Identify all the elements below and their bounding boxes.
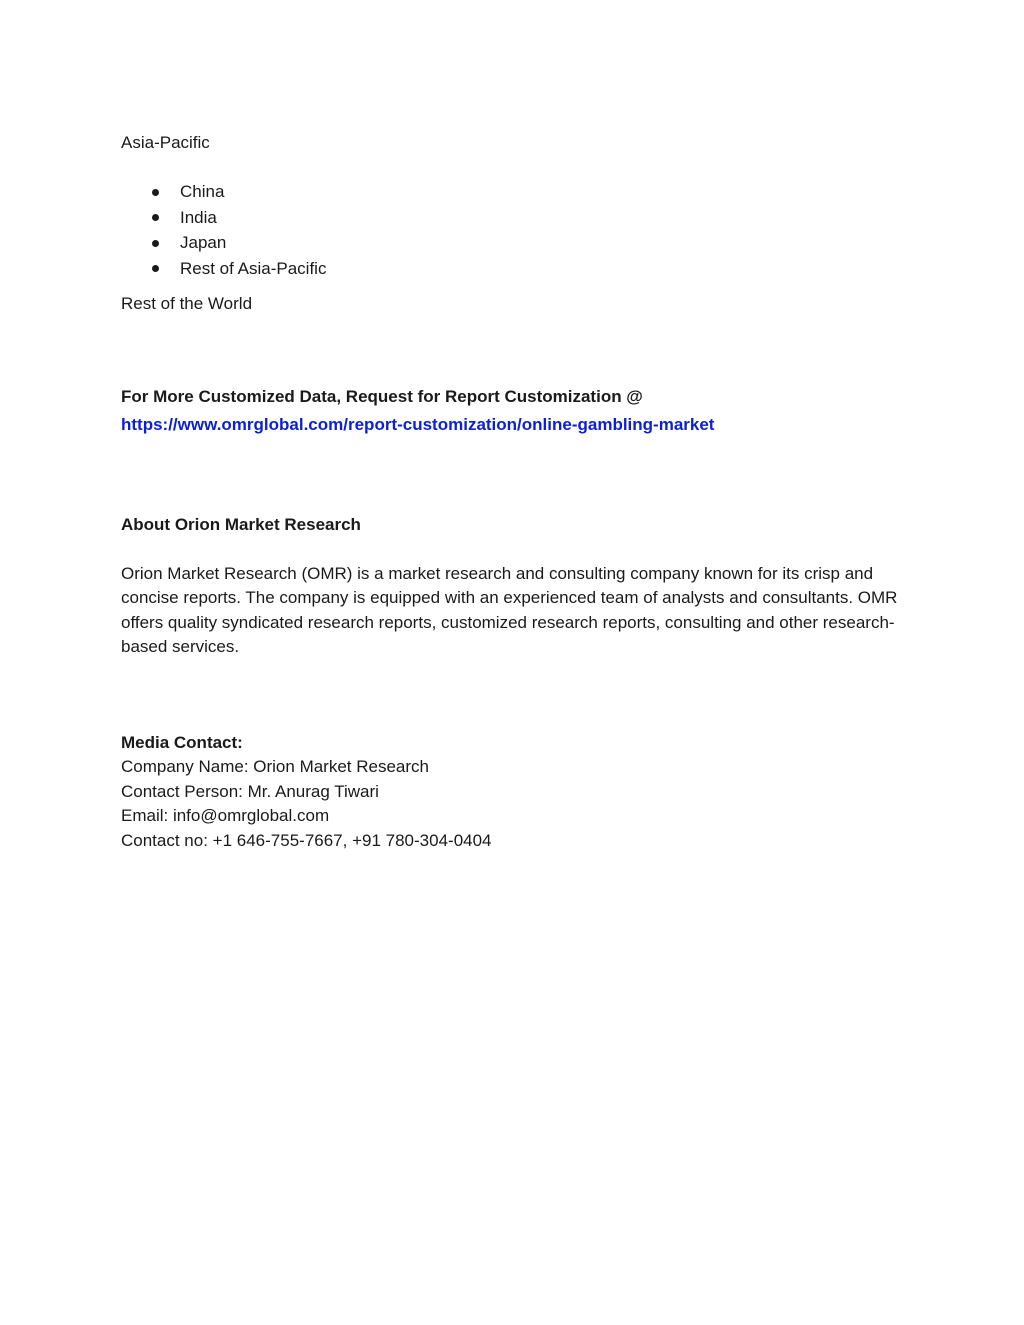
media-contact-heading: Media Contact: (121, 733, 243, 752)
list-item-label: China (180, 182, 225, 201)
bullet-icon (152, 189, 159, 196)
bullet-icon (152, 240, 159, 247)
asia-pacific-heading: Asia-Pacific (121, 133, 210, 152)
about-heading: About Orion Market Research (121, 515, 361, 534)
contact-email: Email: info@omrglobal.com (121, 806, 330, 826)
customization-link[interactable]: https://www.omrglobal.com/report-customization/online-gambling-market (121, 415, 715, 434)
bullet-icon (152, 214, 159, 221)
contact-company: Company Name: Orion Market Research (121, 757, 430, 777)
list-item-label: India (180, 207, 217, 227)
about-paragraph: Orion Market Research (OMR) is a market research and consulting company known for its crisp and concise reports. The company is equipped with an experienced team of analysts and consultants. OMR offers quality syndicated research reports, customized research reports, consulting and other research-based services. (121, 564, 898, 657)
bullet-icon (152, 265, 159, 272)
rest-of-world-label: Rest of the World (121, 294, 253, 313)
list-item (121, 232, 326, 258)
list-item (121, 207, 326, 233)
contact-person: Contact Person: Mr. Anurag Tiwari (121, 781, 379, 801)
list-item (121, 181, 326, 207)
customization-prompt: For More Customized Data, Request for Report Customization @ (121, 387, 643, 406)
media-contact-block (121, 731, 492, 853)
list-item (121, 258, 326, 284)
list-item-label: Japan (180, 233, 227, 252)
contact-phone: Contact no: +1 646-755-7667, +91 780-304-0404 (121, 830, 492, 850)
asia-pacific-list (121, 181, 326, 283)
list-item-label: Rest of Asia-Pacific (180, 258, 327, 278)
